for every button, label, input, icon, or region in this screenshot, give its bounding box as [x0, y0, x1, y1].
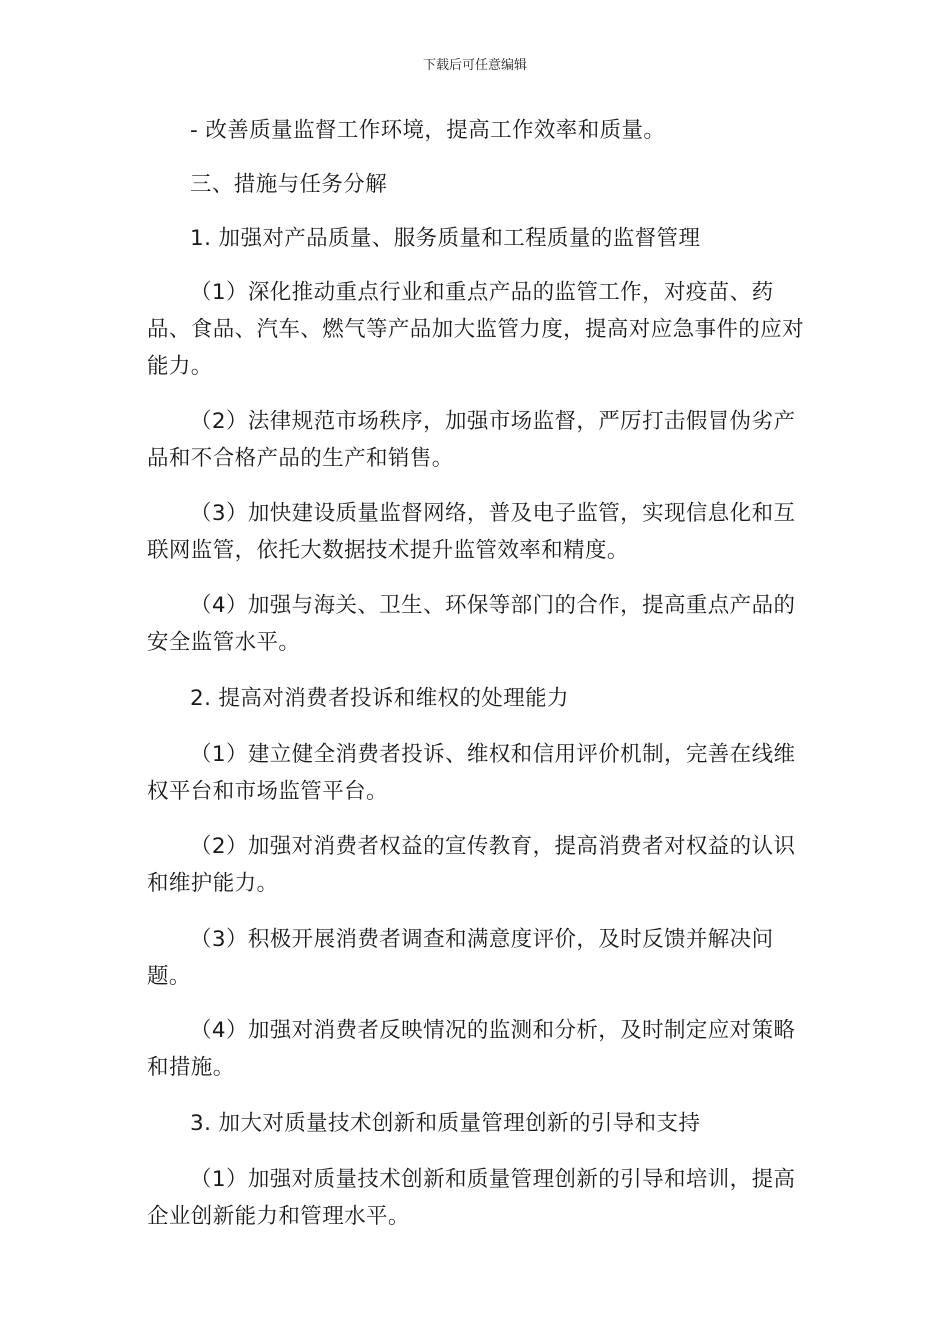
subheading-2: 2. 提高对消费者投诉和维权的处理能力 — [190, 686, 569, 711]
paragraph-2-4: （4）加强对消费者反映情况的监测和分析，及时制定应对策略和措施。 — [147, 1018, 796, 1080]
document-body — [147, 112, 812, 1235]
paragraph-1-3: （3）加快建设质量监督网络，普及电子监管，实现信息化和互联网监管，依托大数据技术提升监管效率和精度。 — [147, 501, 796, 563]
paragraph-3-1: （1）加强对质量技术创新和质量管理创新的引导和培训，提高企业创新能力和管理水平。 — [147, 1167, 796, 1229]
section-heading-measures: 三、措施与任务分解 — [190, 172, 388, 197]
paragraph-1-4: （4）加强与海关、卫生、环保等部门的合作，提高重点产品的安全监管水平。 — [147, 593, 796, 655]
subheading-3: 3. 加大对质量技术创新和质量管理创新的引导和支持 — [190, 1111, 701, 1136]
paragraph-2-2: （2）加强对消费者权益的宣传教育，提高消费者对权益的认识和维护能力。 — [147, 834, 796, 896]
paragraph-2-1: （1）建立健全消费者投诉、维权和信用评价机制，完善在线维权平台和市场监管平台。 — [147, 742, 796, 804]
subheading-1: 1. 加强对产品质量、服务质量和工程质量的监督管理 — [190, 226, 701, 251]
header-note: 下载后可任意编辑 — [422, 58, 527, 73]
paragraph-1-1: （1）深化推动重点行业和重点产品的监管工作，对疫苗、药品、食品、汽车、燃气等产品加大监管力度，提高对应急事件的应对能力。 — [147, 280, 805, 379]
paragraph-2-3: （3）积极开展消费者调查和满意度评价，及时反馈并解决问题。 — [147, 927, 774, 989]
paragraph-1-2: （2）法律规范市场秩序，加强市场监督，严厉打击假冒伪劣产品和不合格产品的生产和销售。 — [147, 409, 796, 471]
paragraph-bullet-environment: - 改善质量监督工作环境，提高工作效率和质量。 — [190, 118, 666, 143]
